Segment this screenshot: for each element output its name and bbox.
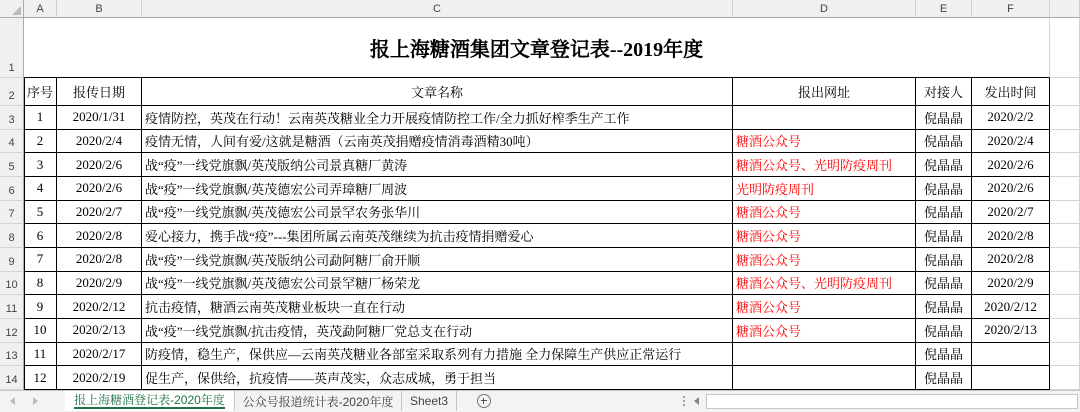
- contact-person-cell[interactable]: 倪晶晶: [916, 224, 972, 248]
- empty-cell[interactable]: [1050, 78, 1080, 106]
- row-header[interactable]: 14: [0, 366, 24, 390]
- empty-cell[interactable]: [1050, 319, 1080, 343]
- report-date-cell[interactable]: 2020/2/6: [57, 177, 142, 201]
- report-date-cell[interactable]: 2020/2/9: [57, 272, 142, 296]
- seq-no-cell[interactable]: 1: [24, 106, 57, 130]
- row-header[interactable]: 4: [0, 130, 24, 154]
- column-header-b[interactable]: B: [57, 0, 142, 18]
- report-date-cell[interactable]: 2020/2/19: [57, 366, 142, 390]
- sent-date-cell[interactable]: 2020/2/4: [972, 130, 1050, 154]
- report-date-cell[interactable]: 2020/2/8: [57, 224, 142, 248]
- contact-person-cell[interactable]: 倪晶晶: [916, 295, 972, 319]
- horizontal-scrollbar-thumb[interactable]: [706, 394, 1078, 409]
- column-header-f[interactable]: F: [972, 0, 1050, 18]
- header-article-title[interactable]: 文章名称: [142, 78, 733, 106]
- publish-outlet-cell[interactable]: 糖酒公众号: [733, 319, 916, 343]
- sheet-tab-label: 公众号报道统计表-2020年度: [242, 394, 394, 409]
- sheet-tab-label: Sheet3: [409, 394, 449, 408]
- seq-no-cell[interactable]: 5: [24, 201, 57, 225]
- sent-date-cell[interactable]: 2020/2/8: [972, 224, 1050, 248]
- publish-outlet-cell[interactable]: 糖酒公众号: [733, 201, 916, 225]
- contact-person-cell[interactable]: 倪晶晶: [916, 106, 972, 130]
- empty-cell[interactable]: [1050, 177, 1080, 201]
- publish-outlet-cell[interactable]: 糖酒公众号、光明防疫周刊: [733, 272, 916, 296]
- article-title-cell[interactable]: 抗击疫情，糖酒云南英茂糖业板块一直在行动: [142, 295, 733, 319]
- empty-cell[interactable]: [1050, 201, 1080, 225]
- caret-left-icon[interactable]: [10, 397, 15, 405]
- row-header[interactable]: 2: [0, 78, 24, 106]
- sent-date-cell[interactable]: 2020/2/7: [972, 201, 1050, 225]
- article-title-cell[interactable]: 战“疫”一线党旗飘/英茂德宏公司景罕农务张华川: [142, 201, 733, 225]
- contact-person-cell[interactable]: 倪晶晶: [916, 319, 972, 343]
- seq-no-cell[interactable]: 6: [24, 224, 57, 248]
- row-header[interactable]: 13: [0, 343, 24, 367]
- header-publish-outlet[interactable]: 报出网址: [733, 78, 916, 106]
- row-header[interactable]: 3: [0, 106, 24, 130]
- header-contact-person[interactable]: 对接人: [916, 78, 972, 106]
- column-header-d[interactable]: D: [733, 0, 916, 18]
- article-title-cell[interactable]: 防疫情，稳生产，保供应—云南英茂糖业各部室采取系列有力措施 全力保障生产供应正常运行: [142, 343, 733, 367]
- report-date-cell[interactable]: 2020/2/12: [57, 295, 142, 319]
- seq-no-cell[interactable]: 7: [24, 248, 57, 272]
- column-header-g[interactable]: [1050, 0, 1080, 18]
- empty-cell[interactable]: [1050, 153, 1080, 177]
- contact-person-cell[interactable]: 倪晶晶: [916, 201, 972, 225]
- contact-person-cell[interactable]: 倪晶晶: [916, 366, 972, 390]
- empty-cell[interactable]: [1050, 224, 1080, 248]
- empty-cell[interactable]: [1050, 272, 1080, 296]
- article-title-cell[interactable]: 疫情无情，人间有爱/这就是糖酒（云南英茂捐赠疫情消毒酒精30吨）: [142, 130, 733, 154]
- seq-no-cell[interactable]: 10: [24, 319, 57, 343]
- sent-date-cell[interactable]: 2020/2/6: [972, 153, 1050, 177]
- article-title-cell[interactable]: 爱心接力，携手战“疫”---集团所属云南英茂继续为抗击疫情捐赠爱心: [142, 224, 733, 248]
- sent-date-cell[interactable]: [972, 343, 1050, 367]
- contact-person-cell[interactable]: 倪晶晶: [916, 248, 972, 272]
- empty-cell[interactable]: [1050, 18, 1080, 78]
- report-date-cell[interactable]: 2020/2/6: [57, 153, 142, 177]
- article-title-cell[interactable]: 促生产，保供给，抗疫情——英声茂实，众志成城，勇于担当: [142, 366, 733, 390]
- report-date-cell[interactable]: 2020/2/17: [57, 343, 142, 367]
- seq-no-cell[interactable]: 4: [24, 177, 57, 201]
- sent-date-cell[interactable]: 2020/2/8: [972, 248, 1050, 272]
- row-header[interactable]: 9: [0, 248, 24, 272]
- column-header-c[interactable]: C: [142, 0, 733, 18]
- row-header[interactable]: 10: [0, 272, 24, 296]
- contact-person-cell[interactable]: 倪晶晶: [916, 272, 972, 296]
- publish-outlet-cell[interactable]: 糖酒公众号: [733, 295, 916, 319]
- row-header[interactable]: 8: [0, 224, 24, 248]
- seq-no-cell[interactable]: 8: [24, 272, 57, 296]
- vertical-ellipsis-icon[interactable]: [683, 396, 685, 398]
- publish-outlet-cell[interactable]: 糖酒公众号: [733, 248, 916, 272]
- empty-cell[interactable]: [1050, 248, 1080, 272]
- seq-no-cell[interactable]: 3: [24, 153, 57, 177]
- article-title-cell[interactable]: 战“疫”一线党旗飘/英茂版纳公司景真糖厂黄涛: [142, 153, 733, 177]
- column-header-e[interactable]: E: [916, 0, 972, 18]
- article-title-cell[interactable]: 战“疫”一线党旗飘/英茂德宏公司弄璋糖厂周波: [142, 177, 733, 201]
- publish-outlet-cell[interactable]: 光明防疫周刊: [733, 177, 916, 201]
- report-date-cell[interactable]: 2020/2/7: [57, 201, 142, 225]
- publish-outlet-cell[interactable]: 糖酒公众号、光明防疫周刊: [733, 153, 916, 177]
- contact-person-cell[interactable]: 倪晶晶: [916, 153, 972, 177]
- header-sent-date[interactable]: 发出时间: [972, 78, 1050, 106]
- empty-cell[interactable]: [1050, 130, 1080, 154]
- plus-circle-icon[interactable]: [477, 394, 491, 408]
- sent-date-cell[interactable]: 2020/2/12: [972, 295, 1050, 319]
- report-date-cell[interactable]: 2020/2/8: [57, 248, 142, 272]
- seq-no-cell[interactable]: 12: [24, 366, 57, 390]
- publish-outlet-cell[interactable]: [733, 106, 916, 130]
- sheet-tab-label: 报上海糖酒登记表-2020年度: [74, 393, 225, 407]
- sheet-title[interactable]: 报上海糖酒集团文章登记表--2019年度: [24, 18, 1050, 78]
- report-date-cell[interactable]: 2020/1/31: [57, 106, 142, 130]
- sheet-tab-sheet3[interactable]: [402, 391, 457, 411]
- publish-outlet-cell[interactable]: [733, 343, 916, 367]
- row-header[interactable]: 1: [0, 18, 24, 78]
- report-date-cell[interactable]: 2020/2/13: [57, 319, 142, 343]
- row-header[interactable]: 7: [0, 201, 24, 225]
- contact-person-cell[interactable]: 倪晶晶: [916, 343, 972, 367]
- row-header[interactable]: 11: [0, 295, 24, 319]
- caret-left-icon[interactable]: [694, 397, 699, 405]
- sheet-tab-wechat-stats[interactable]: [235, 391, 402, 411]
- publish-outlet-cell[interactable]: 糖酒公众号: [733, 130, 916, 154]
- empty-cell[interactable]: [1050, 106, 1080, 130]
- seq-no-cell[interactable]: 9: [24, 295, 57, 319]
- publish-outlet-cell[interactable]: 糖酒公众号: [733, 224, 916, 248]
- seq-no-cell[interactable]: 2: [24, 130, 57, 154]
- sheet-tab-bar: [0, 390, 1080, 412]
- seq-no-cell[interactable]: 11: [24, 343, 57, 367]
- header-seq-no[interactable]: 序号: [24, 78, 57, 106]
- row-header[interactable]: 5: [0, 153, 24, 177]
- sent-date-cell[interactable]: 2020/2/9: [972, 272, 1050, 296]
- sheet-tab-article-register[interactable]: [65, 391, 235, 411]
- contact-person-cell[interactable]: 倪晶晶: [916, 130, 972, 154]
- empty-cell[interactable]: [1050, 295, 1080, 319]
- publish-outlet-cell[interactable]: [733, 366, 916, 390]
- column-header-a[interactable]: A: [24, 0, 57, 18]
- empty-cell[interactable]: [1050, 366, 1080, 390]
- contact-person-cell[interactable]: 倪晶晶: [916, 177, 972, 201]
- caret-right-icon[interactable]: [33, 397, 38, 405]
- header-report-date[interactable]: 报传日期: [57, 78, 142, 106]
- article-title-cell[interactable]: 疫情防控，英茂在行动！云南英茂糖业全力开展疫情防控工作/全力抓好榨季生产工作: [142, 106, 733, 130]
- sent-date-cell[interactable]: 2020/2/2: [972, 106, 1050, 130]
- article-title-cell[interactable]: 战“疫”一线党旗飘/英茂版纳公司勐阿糖厂俞开顺: [142, 248, 733, 272]
- sent-date-cell[interactable]: [972, 366, 1050, 390]
- sent-date-cell[interactable]: 2020/2/6: [972, 177, 1050, 201]
- report-date-cell[interactable]: 2020/2/4: [57, 130, 142, 154]
- article-title-cell[interactable]: 战“疫”一线党旗飘/抗击疫情，英茂勐阿糖厂党总支在行动: [142, 319, 733, 343]
- sent-date-cell[interactable]: 2020/2/13: [972, 319, 1050, 343]
- row-header[interactable]: 12: [0, 319, 24, 343]
- row-header[interactable]: 6: [0, 177, 24, 201]
- empty-cell[interactable]: [1050, 343, 1080, 367]
- select-all-triangle-icon[interactable]: [0, 0, 24, 18]
- article-title-cell[interactable]: 战“疫”一线党旗飘/英茂德宏公司景罕糖厂杨荣龙: [142, 272, 733, 296]
